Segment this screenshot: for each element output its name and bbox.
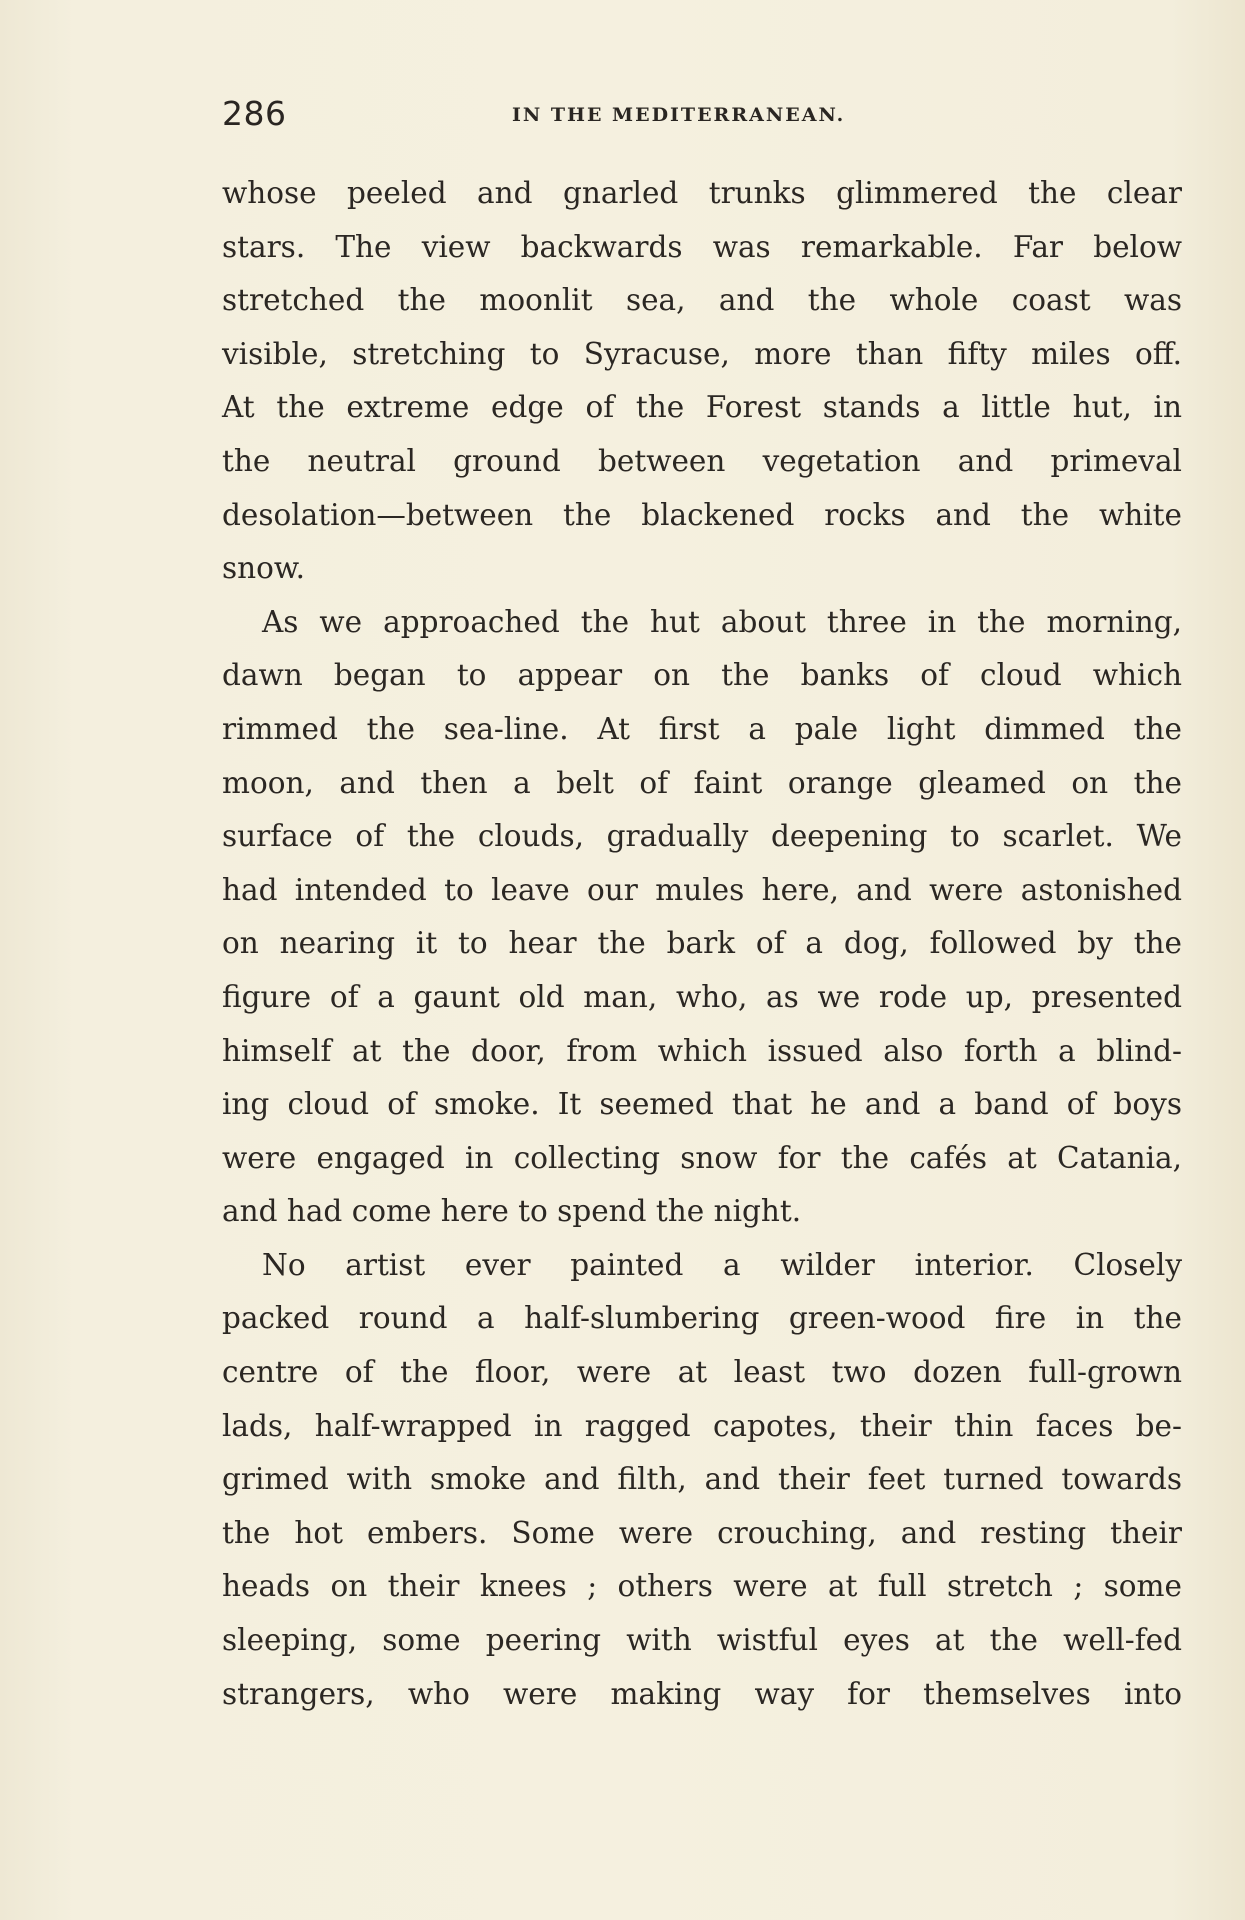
text-line: on nearing it to hear the bark of a dog, followed by the bbox=[222, 926, 1182, 961]
text-line: lads, half-wrapped in ragged capotes, their thin faces be- bbox=[222, 1408, 1182, 1443]
text-line: the neutral ground between vegetation and primeval bbox=[222, 443, 1182, 478]
text-line: desolation—between the blackened rocks and the white bbox=[222, 497, 1182, 532]
text-line: stars. The view backwards was remarkable. Far below bbox=[222, 229, 1182, 264]
text-line: had intended to leave our mules here, and were astonished bbox=[222, 872, 1182, 907]
text-line: dawn began to appear on the banks of cloud which bbox=[222, 658, 1182, 693]
paragraph-start-line: As we approached the hut about three in the morning, bbox=[262, 604, 1182, 639]
text-line: visible, stretching to Syracuse, more than fifty miles off. bbox=[222, 336, 1182, 371]
text-line: whose peeled and gnarled trunks glimmered the clear bbox=[222, 176, 1182, 210]
text-line: packed round a half-slumbering green-wood fire in the bbox=[222, 1301, 1182, 1336]
text-line: the hot embers. Some were crouching, and resting their bbox=[222, 1515, 1182, 1550]
text-line: centre of the floor, were at least two dozen full-grown bbox=[222, 1355, 1182, 1390]
text-line: stretched the moonlit sea, and the whole coast was bbox=[222, 283, 1182, 318]
text-line: figure of a gaunt old man, who, as we rode up, presented bbox=[222, 979, 1182, 1014]
text-line: rimmed the sea-line. At first a pale light dimmed the bbox=[222, 711, 1182, 746]
text-line: sleeping, some peering with wistful eyes at the well-fed bbox=[222, 1623, 1182, 1658]
text-line: At the extreme edge of the Forest stands a little hut, in bbox=[222, 390, 1182, 425]
text-line: were engaged in collecting snow for the cafés at Catania, bbox=[222, 1140, 1182, 1175]
body-text bbox=[222, 167, 1182, 1721]
page-number: 286 bbox=[222, 94, 287, 133]
paragraph-start-line: No artist ever painted a wilder interior. Closely bbox=[262, 1247, 1182, 1282]
text-line: himself at the door, from which issued also forth a blind- bbox=[222, 1033, 1182, 1068]
text-line: heads on their knees ; others were at full stretch ; some bbox=[222, 1569, 1182, 1604]
text-line: moon, and then a belt of faint orange gleamed on the bbox=[222, 765, 1182, 800]
text-line: snow. bbox=[222, 551, 306, 586]
text-line: strangers, who were making way for themselves into bbox=[222, 1676, 1182, 1711]
text-line: and had come here to spend the night. bbox=[222, 1194, 802, 1229]
text-line: surface of the clouds, gradually deepening to scarlet. We bbox=[222, 819, 1182, 854]
text-line: grimed with smoke and filth, and their feet turned towards bbox=[222, 1462, 1182, 1497]
running-title: IN THE MEDITERRANEAN. bbox=[512, 104, 846, 126]
page-header bbox=[222, 94, 1172, 138]
text-line: ing cloud of smoke. It seemed that he and a band of boys bbox=[222, 1087, 1182, 1122]
